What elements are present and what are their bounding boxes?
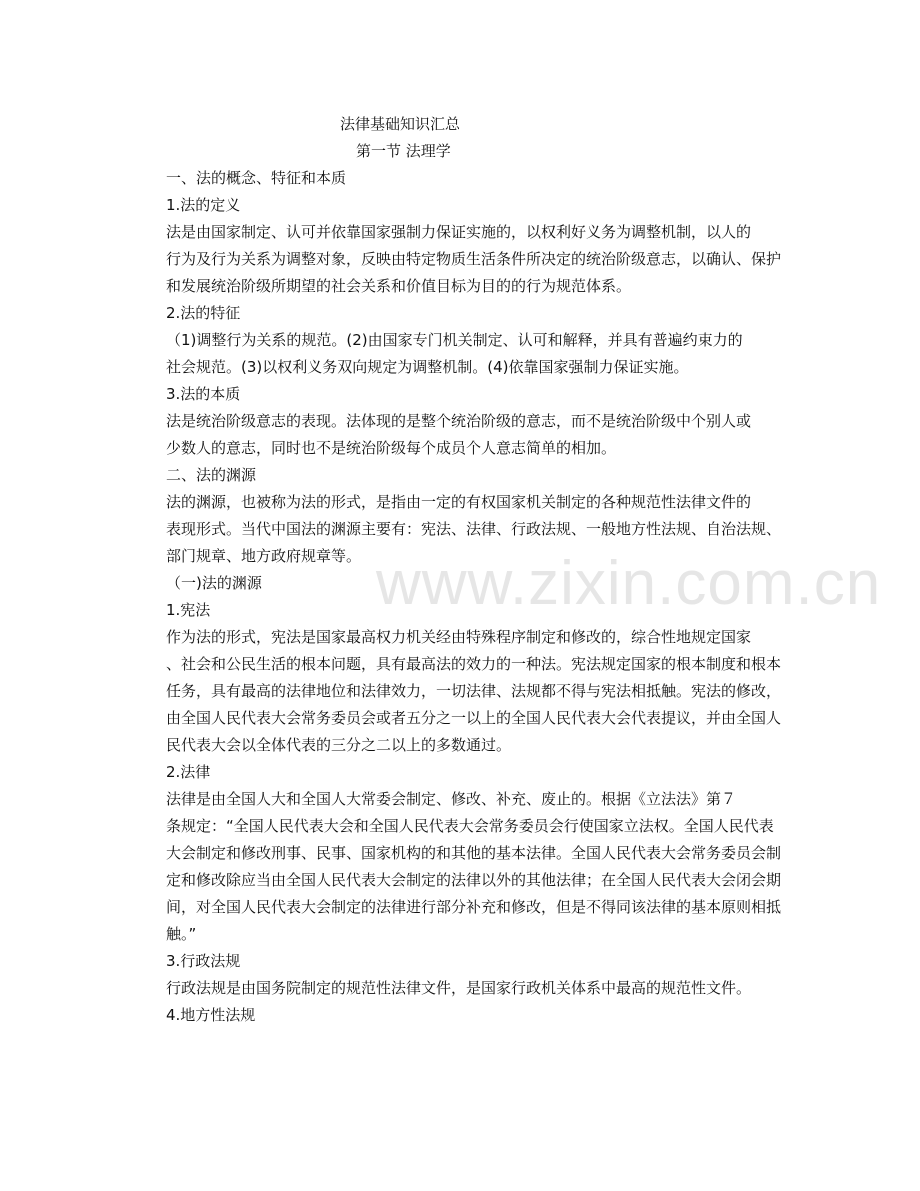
paragraph-line: 部门规章、地方政府规章等。 — [166, 547, 362, 565]
section-subtitle: 第一节 法理学 — [356, 142, 451, 160]
paragraph-line: 少数人的意志，同时也不是统治阶级每个成员个人意志简单的相加。 — [166, 439, 617, 457]
paragraph-line: 法律是由全国人大和全国人大常委会制定、修改、补充、废止的。根据《立法法》第７ — [166, 790, 737, 808]
paragraph-line: 和发展统治阶级所期望的社会关系和价值目标为目的的行为规范体系。 — [166, 277, 632, 295]
subheading-features: 2.法的特征 — [166, 304, 241, 322]
subheading-law: 2.法律 — [166, 763, 211, 781]
paragraph-line: 社会规范。(3)以权利义务双向规定为调整机制。(4)依靠国家强制力保证实施。 — [166, 358, 689, 376]
subheading-local-regulations: 4.地方性法规 — [166, 1006, 256, 1024]
paragraph-line: 行政法规是由国务院制定的规范性法律文件，是国家行政机关体系中最高的规范性文件。 — [166, 979, 752, 997]
subheading-definition: 1.法的定义 — [166, 196, 241, 214]
paragraph-line: 定和修改除应当由全国人民代表大会制定的法律以外的其他法律；在全国人民代表大会闭会期 — [166, 871, 782, 889]
subheading-constitution: 1.宪法 — [166, 601, 211, 619]
paragraph-line: 行为及行为关系为调整对象，反映由特定物质生活条件所决定的统治阶级意志，以确认、保护 — [166, 250, 782, 268]
watermark-text: www.zixin.com.cn — [376, 549, 882, 618]
paragraph-line: 法是由国家制定、认可并依靠国家强制力保证实施的，以权利好义务为调整机制，以人的 — [166, 223, 752, 241]
subheading-essence: 3.法的本质 — [166, 385, 241, 403]
heading-concept: 一、法的概念、特征和本质 — [166, 169, 347, 187]
subheading-sources-list: （一)法的渊源 — [166, 574, 262, 592]
paragraph-line: 法的渊源，也被称为法的形式，是指由一定的有权国家机关制定的各种规范性法律文件的 — [166, 493, 752, 511]
document-title: 法律基础知识汇总 — [340, 115, 461, 133]
heading-sources: 二、法的渊源 — [166, 466, 257, 484]
paragraph-line: 民代表大会以全体代表的三分之二以上的多数通过。 — [166, 736, 512, 754]
paragraph-line: 间，对全国人民代表大会制定的法律进行部分补充和修改，但是不得同该法律的基本原则相抵 — [166, 898, 782, 916]
paragraph-line: （1)调整行为关系的规范。(2)由国家专门机关制定、认可和解释，并具有普遍约束力的 — [166, 331, 743, 349]
paragraph-line: 任务，具有最高的法律地位和法律效力，一切法律、法规都不得与宪法相抵触。宪法的修改， — [166, 682, 782, 700]
paragraph-line: 条规定：“全国人民代表大会和全国人民代表大会常务委员会行使国家立法权。全国人民代表 — [166, 817, 774, 835]
paragraph-line: 大会制定和修改刑事、民事、国家机构的和其他的基本法律。全国人民代表大会常务委员会制 — [166, 844, 782, 862]
paragraph-line: 作为法的形式，宪法是国家最高权力机关经由特殊程序制定和修改的，综合性地规定国家 — [166, 628, 752, 646]
paragraph-line: 触。” — [166, 925, 197, 943]
paragraph-line: 法是统治阶级意志的表现。法体现的是整个统治阶级的意志，而不是统治阶级中个别人或 — [166, 412, 752, 430]
subheading-admin-regulations: 3.行政法规 — [166, 952, 241, 970]
paragraph-line: 、社会和公民生活的根本问题，具有最高法的效力的一种法。宪法规定国家的根本制度和根本 — [166, 655, 782, 673]
paragraph-line: 表现形式。当代中国法的渊源主要有：宪法、法律、行政法规、一般地方性法规、自治法规、 — [166, 520, 782, 538]
paragraph-line: 由全国人民代表大会常务委员会或者五分之一以上的全国人民代表大会代表提议，并由全国人 — [166, 709, 782, 727]
